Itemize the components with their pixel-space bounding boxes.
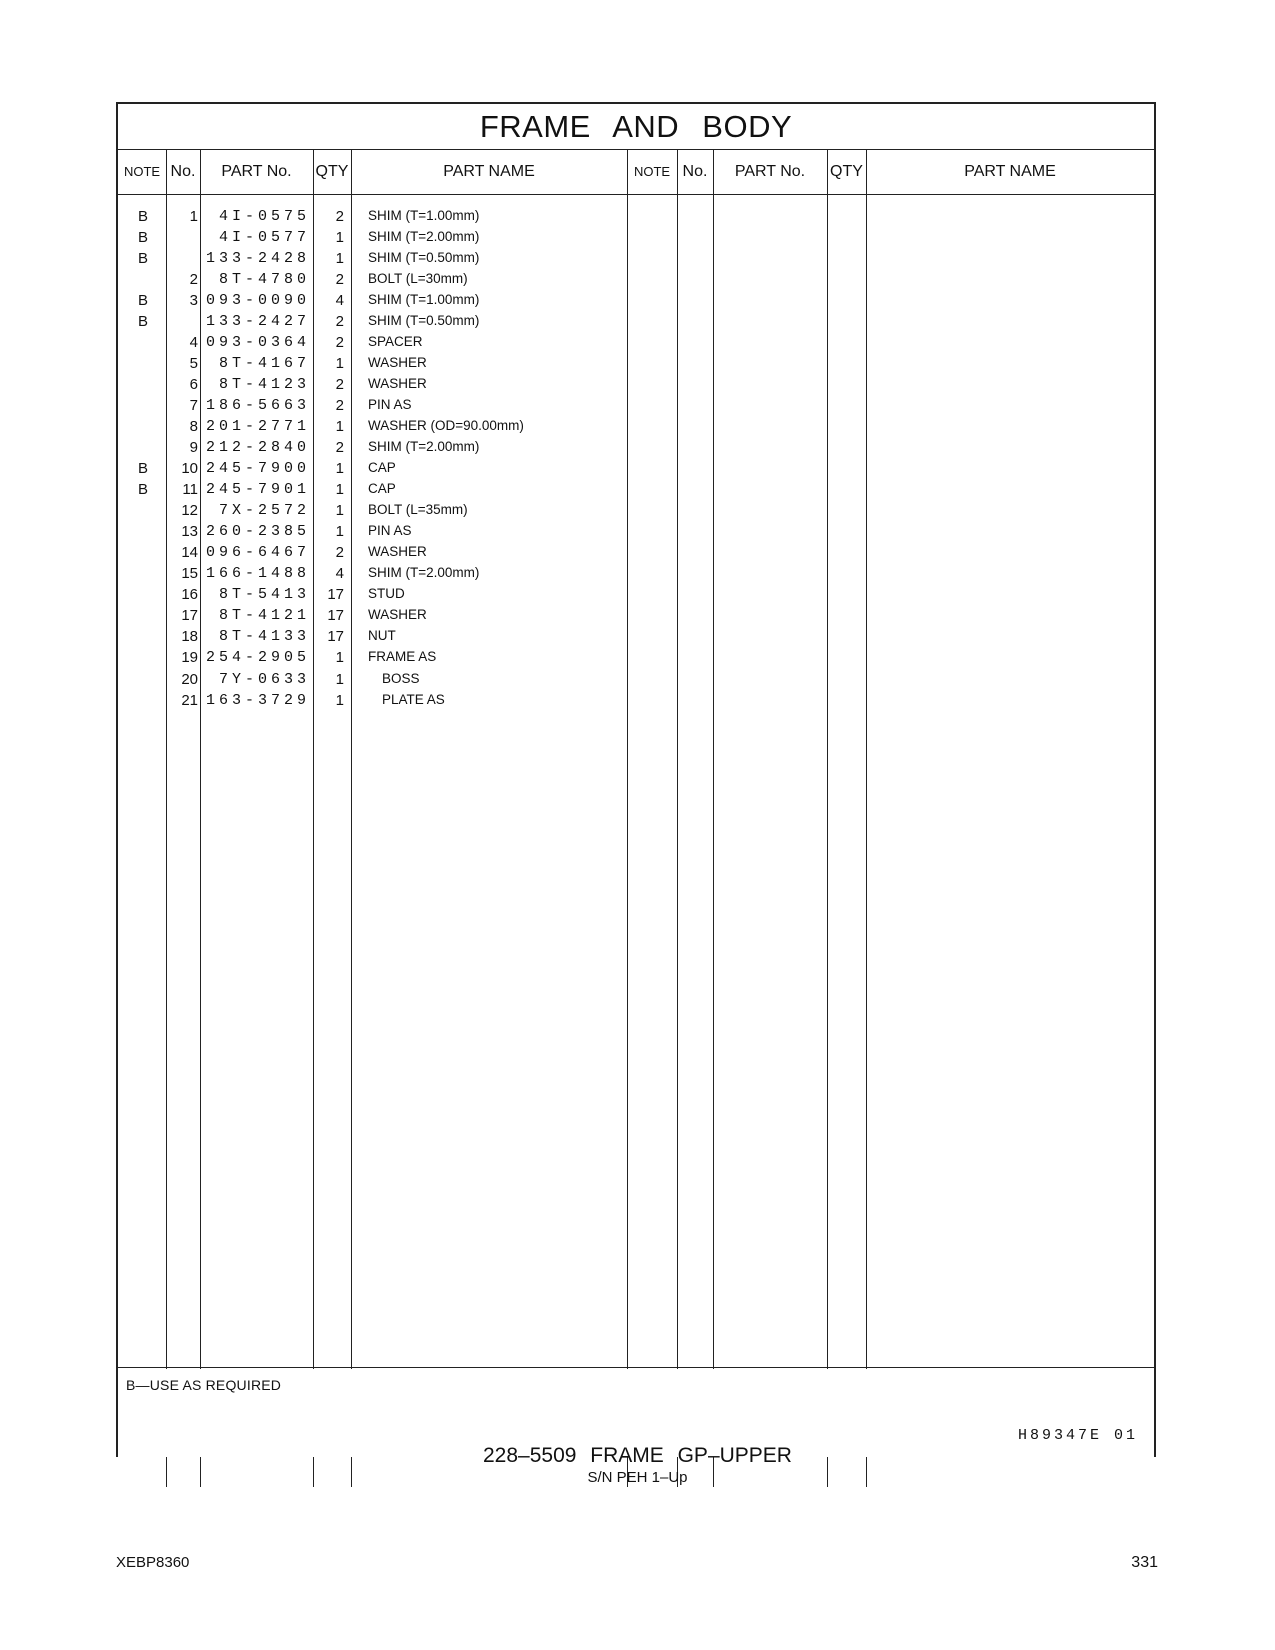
row-part-no: 163-3729 — [205, 692, 310, 709]
row-part-name: SHIM (T=2.00mm) — [368, 439, 480, 454]
row-item-no: 20 — [181, 671, 198, 688]
row-item-no: 18 — [181, 628, 198, 645]
row-part-name: SHIM (T=2.00mm) — [368, 229, 480, 244]
row-qty: 1 — [335, 355, 344, 372]
row-qty: 2 — [335, 334, 344, 351]
row-item-no: 13 — [181, 523, 198, 540]
table-row — [118, 649, 1154, 670]
row-part-no: 8T-4123 — [218, 376, 310, 393]
table-row — [118, 271, 1154, 292]
illustration-code: H89347E 01 — [1017, 1427, 1138, 1444]
row-qty: 17 — [327, 628, 344, 645]
row-qty: 4 — [335, 565, 344, 582]
table-row — [118, 292, 1154, 313]
legend-note: B—USE AS REQUIRED — [126, 1377, 282, 1393]
table-row — [118, 313, 1154, 334]
row-qty: 1 — [335, 649, 344, 666]
row-part-no: 260-2385 — [205, 523, 310, 540]
row-qty: 1 — [335, 671, 344, 688]
table-row — [118, 229, 1154, 250]
row-part-name: SHIM (T=2.00mm) — [368, 565, 480, 580]
table-row — [118, 397, 1154, 418]
header-qty-right: QTY — [830, 163, 863, 180]
row-qty: 1 — [335, 418, 344, 435]
row-note: B — [137, 313, 148, 330]
row-part-name: BOSS — [382, 671, 420, 686]
row-part-no: 8T-4121 — [218, 607, 310, 624]
row-part-no: 133-2427 — [205, 313, 310, 330]
table-header-row — [118, 150, 1154, 195]
row-qty: 2 — [335, 544, 344, 561]
row-item-no: 6 — [189, 376, 198, 393]
table-row — [118, 481, 1154, 502]
row-qty: 1 — [335, 481, 344, 498]
row-note: B — [137, 481, 148, 498]
row-qty: 17 — [327, 586, 344, 603]
group-caption: 228–5509 FRAME GP–UPPER — [483, 1444, 792, 1467]
row-part-name: PLATE AS — [382, 692, 445, 707]
publication-number: XEBP8360 — [116, 1554, 190, 1571]
table-row — [118, 586, 1154, 607]
row-part-no: 8T-4780 — [218, 271, 310, 288]
table-row — [118, 671, 1154, 692]
row-part-no: 093-0090 — [205, 292, 310, 309]
row-note: B — [137, 292, 148, 309]
header-note-left: NOTE — [123, 164, 161, 179]
table-row — [118, 208, 1154, 229]
row-part-name: WASHER — [368, 607, 427, 622]
row-qty: 1 — [335, 523, 344, 540]
row-part-name: WASHER (OD=90.00mm) — [368, 418, 524, 433]
table-row — [118, 607, 1154, 628]
table-row — [118, 439, 1154, 460]
row-part-name: SHIM (T=0.50mm) — [368, 250, 480, 265]
row-part-no: 245-7901 — [205, 481, 310, 498]
row-part-name: FRAME AS — [368, 649, 437, 664]
row-part-name: PIN AS — [368, 523, 412, 538]
row-part-no: 254-2905 — [205, 649, 310, 666]
row-note: B — [137, 250, 148, 267]
row-qty: 4 — [335, 292, 344, 309]
table-row — [118, 502, 1154, 523]
row-part-name: WASHER — [368, 544, 427, 559]
row-qty: 1 — [335, 250, 344, 267]
row-part-no: 133-2428 — [205, 250, 310, 267]
row-part-no: 212-2840 — [205, 439, 310, 456]
row-item-no: 15 — [181, 565, 198, 582]
row-part-name: BOLT (L=35mm) — [368, 502, 468, 517]
table-row — [118, 628, 1154, 649]
row-part-name: NUT — [368, 628, 396, 643]
table-row — [118, 523, 1154, 544]
row-item-no: 14 — [181, 544, 198, 561]
row-part-no: 8T-4167 — [218, 355, 310, 372]
row-qty: 2 — [335, 271, 344, 288]
row-item-no: 11 — [182, 481, 198, 498]
table-row — [118, 376, 1154, 397]
row-qty: 1 — [335, 460, 344, 477]
row-part-name: BOLT (L=30mm) — [368, 271, 468, 286]
row-part-name: SHIM (T=1.00mm) — [368, 208, 480, 223]
row-item-no: 4 — [189, 334, 198, 351]
row-part-no: 4I-0577 — [218, 229, 310, 246]
row-part-no: 7X-2572 — [218, 502, 310, 519]
row-part-no: 245-7900 — [205, 460, 310, 477]
row-part-name: WASHER — [368, 355, 427, 370]
row-item-no: 7 — [189, 397, 198, 414]
row-note: B — [137, 229, 148, 246]
row-qty: 2 — [335, 313, 344, 330]
row-item-no: 12 — [181, 502, 198, 519]
row-part-name: SHIM (T=1.00mm) — [368, 292, 480, 307]
table-row — [118, 692, 1154, 713]
row-item-no: 3 — [189, 292, 198, 309]
row-note: B — [137, 460, 148, 477]
row-item-no: 19 — [181, 649, 198, 666]
header-part-name-right: PART NAME — [964, 163, 1056, 180]
page-number: 331 — [1131, 1554, 1158, 1571]
row-part-no: 093-0364 — [205, 334, 310, 351]
parts-table-frame — [116, 102, 1156, 1457]
row-qty: 17 — [327, 607, 344, 624]
table-title: FRAME AND BODY — [118, 104, 1154, 150]
row-item-no: 1 — [189, 208, 198, 225]
row-qty: 2 — [335, 397, 344, 414]
row-part-no: 8T-5413 — [218, 586, 310, 603]
row-part-no: 8T-4133 — [218, 628, 310, 645]
row-item-no: 21 — [181, 692, 198, 709]
row-part-no: 4I-0575 — [218, 208, 310, 225]
table-row — [118, 460, 1154, 481]
row-item-no: 17 — [181, 607, 198, 624]
header-qty-left: QTY — [315, 163, 349, 180]
footer-divider — [118, 1367, 1154, 1368]
table-row — [118, 250, 1154, 271]
header-no-right: No. — [682, 163, 708, 180]
header-part-no-right: PART No. — [734, 163, 806, 180]
row-part-name: CAP — [368, 481, 396, 496]
row-qty: 2 — [335, 376, 344, 393]
row-part-name: PIN AS — [368, 397, 412, 412]
row-item-no: 16 — [181, 586, 198, 603]
header-note-right: NOTE — [633, 164, 671, 179]
table-row — [118, 544, 1154, 565]
header-part-no-left: PART No. — [221, 163, 292, 180]
row-part-name: WASHER — [368, 376, 427, 391]
header-no-left: No. — [170, 163, 196, 180]
row-part-name: SPACER — [368, 334, 423, 349]
row-part-name: STUD — [368, 586, 405, 601]
row-part-no: 186-5663 — [205, 397, 310, 414]
row-part-name: CAP — [368, 460, 396, 475]
table-row — [118, 565, 1154, 586]
table-row — [118, 418, 1154, 439]
table-row — [118, 334, 1154, 355]
row-item-no: 8 — [189, 418, 198, 435]
row-item-no: 9 — [189, 439, 198, 456]
row-part-no: 201-2771 — [205, 418, 310, 435]
row-item-no: 5 — [189, 355, 198, 372]
row-part-no: 096-6467 — [205, 544, 310, 561]
row-qty: 2 — [335, 439, 344, 456]
row-part-name: SHIM (T=0.50mm) — [368, 313, 480, 328]
row-part-no: 7Y-0633 — [218, 671, 310, 688]
table-row — [118, 355, 1154, 376]
header-part-name-left: PART NAME — [443, 163, 535, 180]
row-qty: 1 — [335, 229, 344, 246]
row-note: B — [137, 208, 148, 225]
row-item-no: 2 — [189, 271, 198, 288]
row-part-no: 166-1488 — [205, 565, 310, 582]
row-qty: 1 — [335, 502, 344, 519]
row-qty: 2 — [335, 208, 344, 225]
row-qty: 1 — [335, 692, 344, 709]
row-item-no: 10 — [181, 460, 198, 477]
serial-range: S/N PEH 1–Up — [587, 1469, 688, 1486]
